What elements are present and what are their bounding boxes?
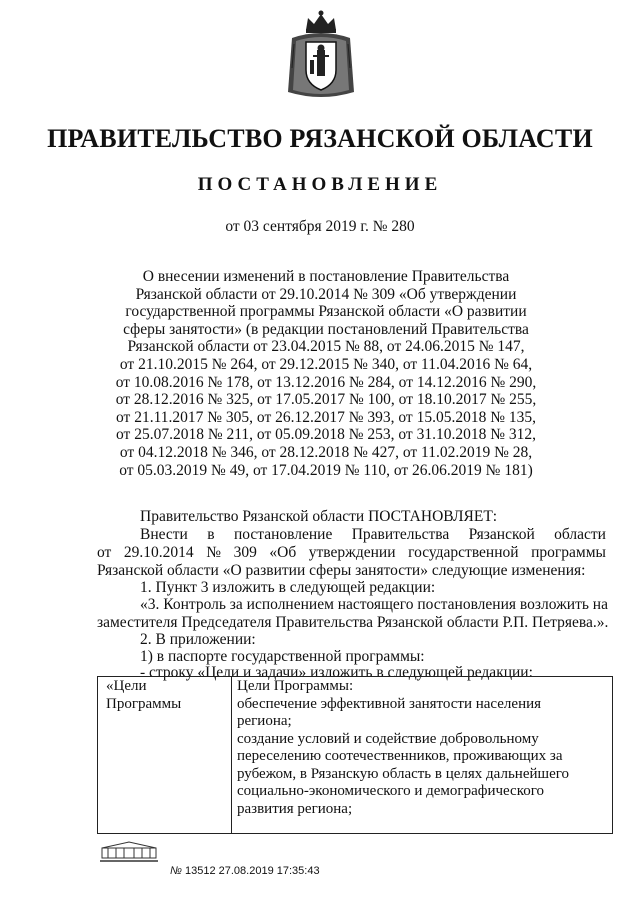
government-title: ПРАВИТЕЛЬСТВО РЯЗАНСКОЙ ОБЛАСТИ [47,124,593,153]
paragraph-line: Рязанской области «О развитии сферы занятости» следующие изменения: [97,562,586,579]
subject-line: от 21.10.2015 № 264, от 29.12.2015 № 340, от 11.04.2016 № 64, [119,355,533,373]
paragraph-line: от 29.10.2014 № 309 «Об утверждении государственной программы [97,544,606,561]
subject-line: Рязанской области от 23.04.2015 № 88, от 24.06.2015 № 147, [127,338,525,356]
item-2: 2. В приложении: [140,631,256,648]
table-right-cell: Цели Программы: обеспечение эффективной занятости населения региона; создание условий и содействие добровольному переселению соотечественников, проживающих за рубежом, в Рязанскую область в целях дальнейшего социально-экономического и демографического развития региона; [237,678,569,817]
decree-subject [88,268,564,479]
subject-line: от 04.12.2018 № 346, от 28.12.2018 № 427, от 11.02.2019 № 28, [119,443,533,461]
item-1-text: заместителя Председателя Правительства Рязанской области Р.П. Петряева.». [97,614,609,631]
document-type: ПОСТАНОВЛЕНИЕ [197,174,443,195]
registration-stamp [170,865,320,877]
subject-line: государственной программы Рязанской области «О развитии [125,303,527,321]
item-2-sub: 1) в паспорте государственной программы: [140,648,425,665]
subject-line: от 10.08.2016 № 178, от 13.12.2016 № 284, от 14.12.2016 № 290, [115,373,537,391]
subject-line: от 21.11.2017 № 305, от 26.12.2017 № 393, от 15.05.2018 № 135, [116,408,536,426]
subject-line: Рязанской области от 29.10.2014 № 309 «Об утверждении [135,285,517,303]
item-2-sub: - строку «Цели и задачи» изложить в следующей редакции: [140,664,533,681]
subject-line: сферы занятости» (в редакции постановлений Правительства [123,320,529,338]
subject-line: от 25.07.2018 № 211, от 05.09.2018 № 253, от 31.10.2018 № 312, [116,426,536,444]
item-1-text: «3. Контроль за исполнением настоящего постановления возложить на [140,596,608,613]
coat-of-arms-icon [284,8,358,102]
registration-number: 13512 27.08.2019 17:35:43 [184,865,320,877]
subject-line: от 05.03.2019 № 49, от 17.04.2019 № 110, от 26.06.2019 № 181) [119,461,533,479]
building-stamp-icon [98,840,160,866]
subject-line: О внесении изменений в постановление Правительства [142,268,510,285]
goals-table [97,676,613,834]
table-left-cell: «Цели Программы [106,678,182,712]
table-divider [231,677,232,833]
decree-date-number: от 03 сентября 2019 г. № 280 [225,218,415,235]
item-1: 1. Пункт 3 изложить в следующей редакции: [140,579,436,596]
resolution-intro: Правительство Рязанской области ПОСТАНОВЛЯЕТ: [140,508,498,525]
signature-mark-icon: № [170,865,182,877]
subject-line: от 28.12.2016 № 325, от 17.05.2017 № 100, от 18.10.2017 № 255, [115,391,537,409]
paragraph-line: Внести в постановление Правительства Рязанской области [140,526,606,543]
